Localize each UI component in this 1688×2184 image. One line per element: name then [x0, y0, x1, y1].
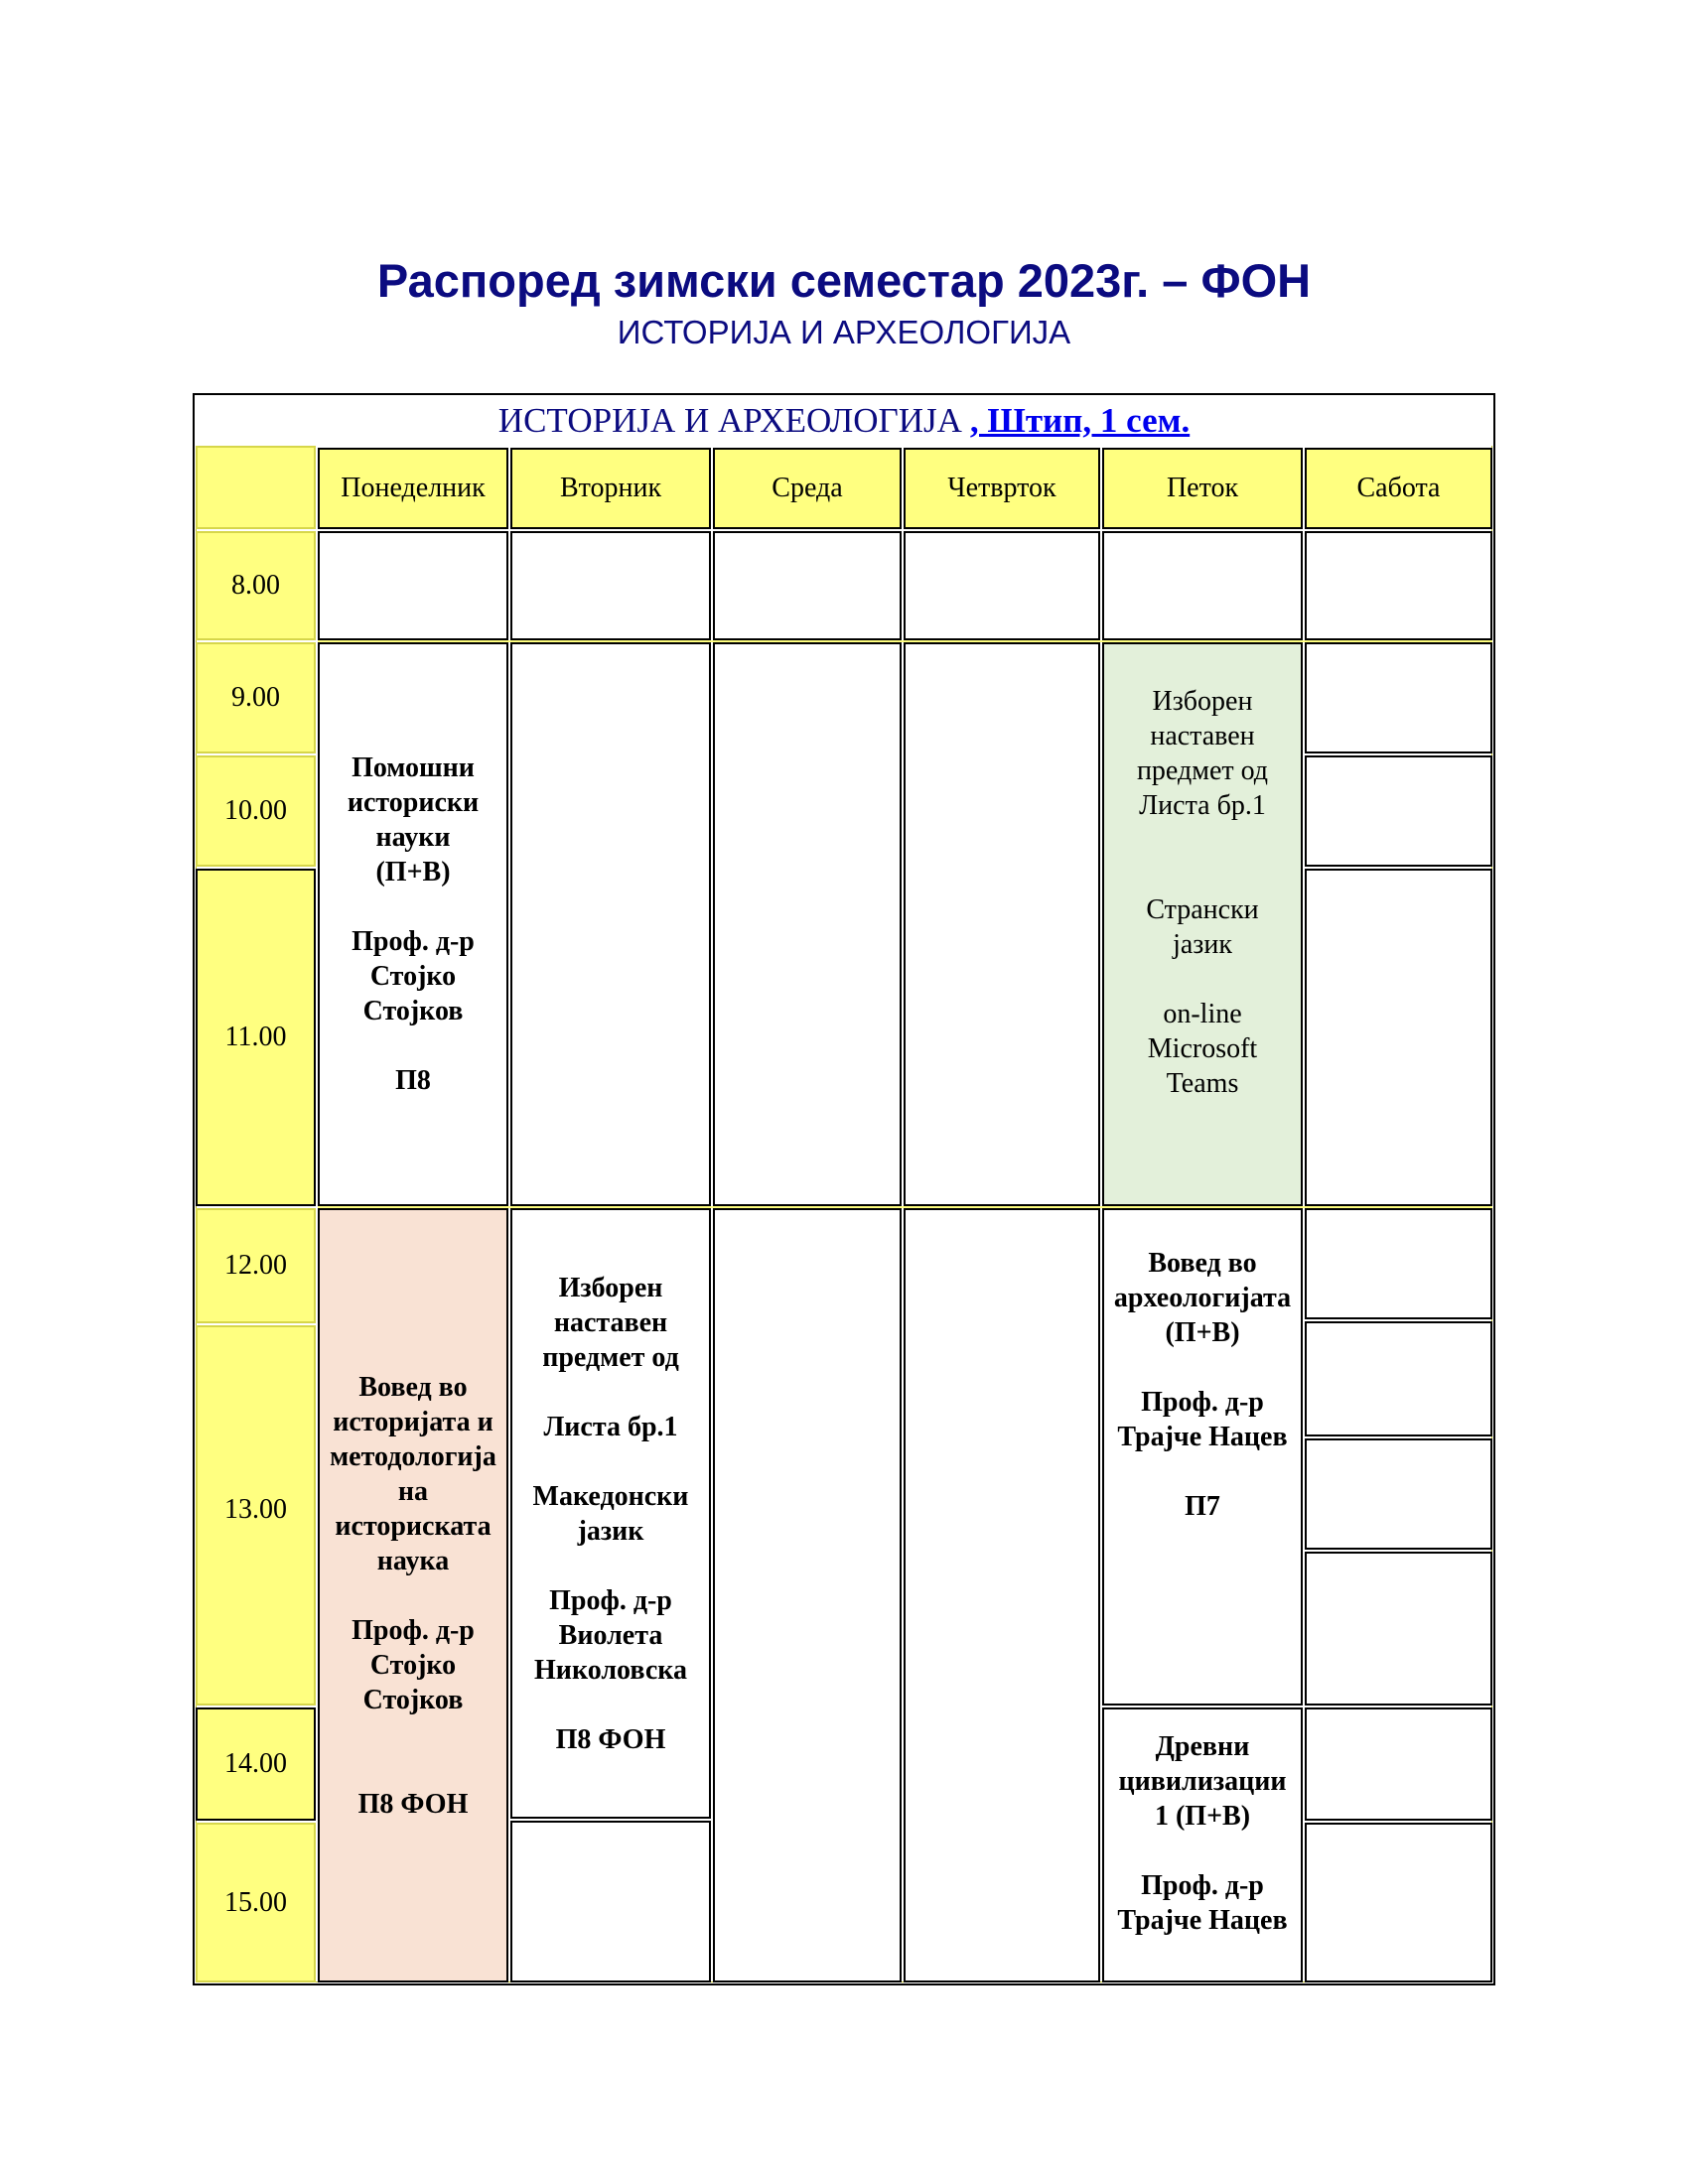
cell-wednesday-9-11 — [713, 642, 902, 1206]
cell-wednesday-8 — [713, 531, 902, 640]
cell-saturday-10 — [1305, 755, 1492, 867]
table-caption-title: ИСТОРИЈА И АРХЕОЛОГИЈА — [497, 401, 962, 440]
time-slot-15: 15.00 — [196, 1823, 316, 1982]
cell-saturday-13 — [1305, 1438, 1492, 1550]
time-slot-11: 11.00 — [196, 869, 316, 1206]
page-subtitle: ИСТОРИЈА И АРХЕОЛОГИЈА — [617, 314, 1071, 350]
cell-saturday-12 — [1305, 1208, 1492, 1319]
table-caption — [196, 396, 1492, 446]
cell-monday-8 — [318, 531, 508, 640]
header-corner — [196, 446, 316, 529]
cell-saturday-14 — [1305, 1707, 1492, 1821]
cell-saturday-12b — [1305, 1321, 1492, 1436]
cell-thursday-8 — [904, 531, 1100, 640]
cell-thursday-9-11 — [904, 642, 1100, 1206]
cell-saturday-11 — [1305, 869, 1492, 1206]
time-slot-10: 10.00 — [196, 755, 316, 867]
time-slot-8: 8.00 — [196, 531, 316, 640]
header-day-wednesday: Среда — [713, 448, 902, 529]
course-tuesday-elective-macedonian: Изборен наставен предмет од Листа бр.1 Македонски јазик Проф. д-р Виолета Николовска П8 ФОН — [510, 1208, 711, 1819]
course-monday-auxiliary-historical-sciences: Помошни историски науки (П+В) Проф. д-р Стојко Стојков П8 — [318, 642, 508, 1206]
header-day-thursday: Четврток — [904, 448, 1100, 529]
time-slot-12: 12.00 — [196, 1208, 316, 1323]
time-slot-14: 14.00 — [196, 1707, 316, 1821]
page-title: Распоред зимски семестар 2023г. – ФОН — [376, 254, 1312, 307]
row-separator-12 — [318, 1206, 1492, 1208]
row-separator-9 — [318, 640, 1492, 642]
header-day-monday: Понеделник — [318, 448, 508, 529]
cell-saturday-15 — [1305, 1823, 1492, 1982]
cell-tuesday-15 — [510, 1821, 711, 1982]
course-friday-elective-foreign-language: Изборен наставен предмет од Листа бр.1 Странски јазик on-line Microsoft Teams — [1102, 642, 1303, 1206]
time-slot-9: 9.00 — [196, 642, 316, 753]
cell-friday-8 — [1102, 531, 1303, 640]
course-monday-intro-history-methodology: Вовед во историјата и методологија на историската наука Проф. д-р Стојко Стојков П8 ФОН — [318, 1208, 508, 1982]
cell-tuesday-8 — [510, 531, 711, 640]
course-friday-ancient-civilizations: Древни цивилизации 1 (П+В) Проф. д-р Трајче Нацев — [1102, 1707, 1303, 1982]
cell-saturday-9 — [1305, 642, 1492, 753]
cell-thursday-12-15 — [904, 1208, 1100, 1982]
header-day-tuesday: Вторник — [510, 448, 711, 529]
header-day-friday: Петок — [1102, 448, 1303, 529]
cell-saturday-8 — [1305, 531, 1492, 640]
table-caption-link[interactable]: , Штип, 1 сем. — [969, 401, 1191, 440]
cell-tuesday-9-11 — [510, 642, 711, 1206]
course-friday-intro-archaeology: Вовед во археологијата (П+В) Проф. д-р Трајче Нацев П7 — [1102, 1208, 1303, 1706]
time-slot-13: 13.00 — [196, 1325, 316, 1706]
cell-wednesday-12-15 — [713, 1208, 902, 1982]
cell-saturday-13b — [1305, 1552, 1492, 1706]
header-day-saturday: Сабота — [1305, 448, 1492, 529]
